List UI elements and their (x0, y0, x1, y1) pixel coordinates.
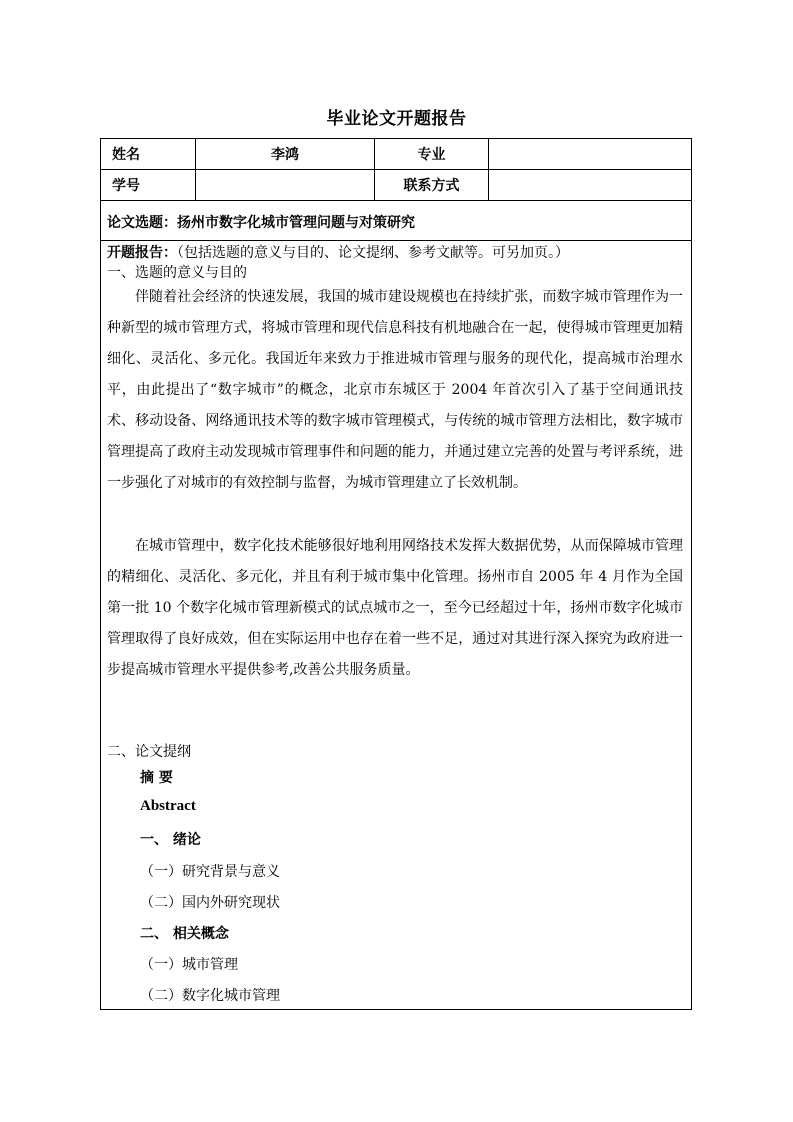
table-col-divider (488, 138, 489, 201)
outline-chapter2-item2: （二）数字化城市管理 (140, 988, 280, 1004)
report-header (107, 242, 569, 262)
topic-title: 扬州市数字化城市管理问题与对策研究 (177, 215, 415, 231)
table-border-left (100, 138, 101, 1010)
section1-paragraph1: 伴随着社会经济的快速发展，我国的城市建设规模也在持续扩张，而数字城市管理作为一种新型的城市管理方式，将城市管理和现代信息科技有机地融合在一起，使得城市管理更加精细化、灵活化、多元化。我国近年来致力于推进城市管理与服务的现代化，提高城市治理水平，由此提出了“数字城市”的概念，北京市东城区于 2004 年首次引入了基于空间通讯技术、移动设备、网络通讯技术等的数字城市管理模式，与传统的城市管理方法相比，数字城市管理提高了政府主动发现城市管理事件和问题的能力，并通过建立完善的处置与考评系统，进一步强化了对城市的有效控制与监督，为城市管理建立了长效机制。 (107, 289, 683, 491)
outline-chapter1: 一、 绪论 (140, 832, 201, 848)
name-value: 李鸿 (271, 147, 299, 163)
contact-label: 联系方式 (403, 178, 460, 194)
table-border-right (691, 138, 692, 1010)
section1-paragraph2: 在城市管理中，数字化技术能够很好地利用网络技术发挥大数据优势，从而保障城市管理的精细化、灵活化、多元化，并且有利于城市集中化管理。扬州市自 2005 年 4 月作为全国第一批 10 个数字化城市管理新模式的试点城市之一，至今已经超过十年，扬州市数字化城市管理取得了良好成效，但在实际运用中也存在着一些不足，通过对其进行深入探究为政府进一步提高城市管理水平提供参考,改善公共服务质量。 (107, 538, 683, 678)
table-row-divider (100, 169, 692, 170)
section2-heading: 二、论文提纲 (107, 744, 191, 760)
outline-abstract-cn: 摘 要 (140, 770, 173, 786)
table-border-top (100, 138, 692, 139)
table-row-divider (100, 200, 692, 201)
outline-chapter2: 二、 相关概念 (140, 926, 229, 942)
outline-abstract-en: Abstract (140, 798, 196, 814)
name-label: 姓名 (112, 147, 140, 163)
topic-label: 论文选题： (107, 215, 177, 231)
table-border-bottom (100, 1009, 692, 1010)
section1-heading: 一、选题的意义与目的 (107, 265, 247, 281)
thesis-topic (107, 212, 415, 232)
outline-chapter1-item2: （二）国内外研究现状 (140, 895, 280, 911)
report-form (100, 138, 692, 1010)
report-note: （包括选题的意义与目的、论文提纲、参考文献等。可另加页。） (177, 245, 569, 261)
report-label: 开题报告： (107, 245, 177, 261)
student-id-label: 学号 (112, 178, 140, 194)
outline-chapter1-item1: （一）研究背景与意义 (140, 864, 280, 880)
table-row-divider (100, 240, 692, 241)
major-label: 专业 (417, 147, 446, 163)
document-title: 毕业论文开题报告 (326, 109, 467, 129)
outline-chapter2-item1: （一）城市管理 (140, 957, 238, 973)
